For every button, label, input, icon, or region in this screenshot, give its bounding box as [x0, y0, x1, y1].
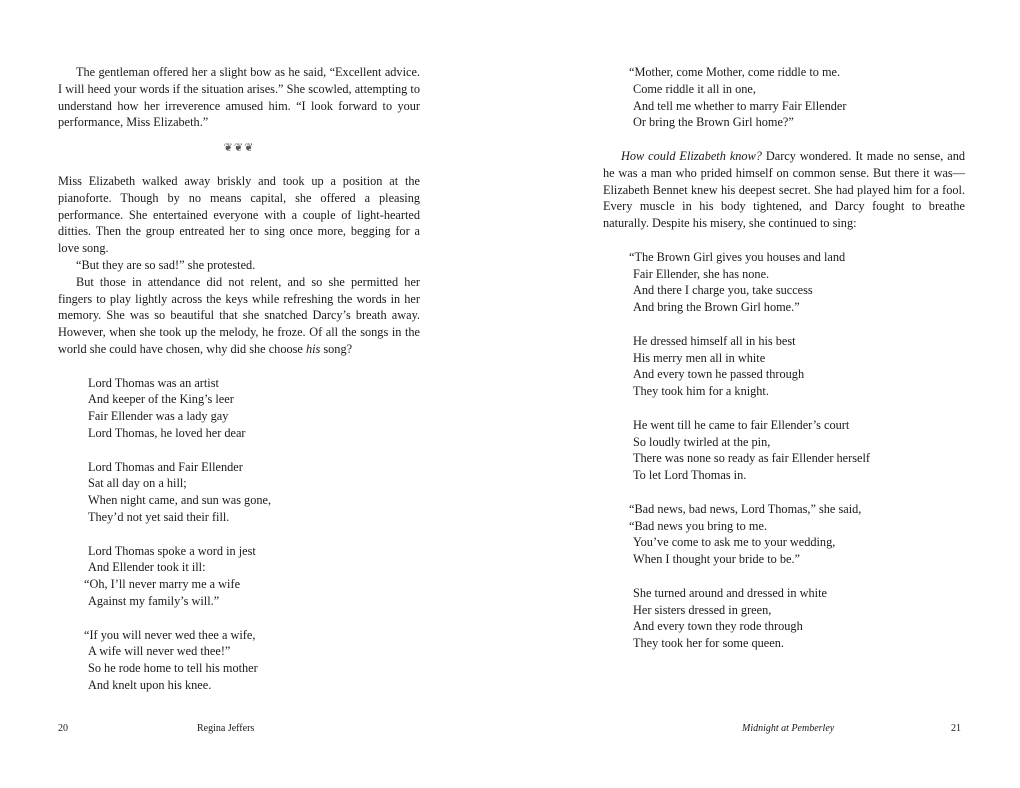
right-page-content: [603, 64, 965, 652]
verse-line: Against my family’s will.”: [88, 593, 220, 608]
paragraph: Miss Elizabeth walked away briskly and took up a position at the pianoforte. Though by no means capital, she offered a pleasing performance. She entertained everyone with a couple of light-hearted ditties. Then the group entreated her to sing once more, begging for a love song.: [58, 173, 420, 256]
song-verse: [84, 375, 420, 694]
verse-line: “The Brown Girl gives you houses and land: [629, 249, 846, 264]
verse-line: Lord Thomas, he loved her dear: [88, 425, 246, 440]
verse-line: And bring the Brown Girl home.”: [633, 300, 800, 315]
paragraph-text: But those in attendance did not relent, and so she permitted her fingers to play lightly across the keys while refreshing the words in her memory. She was so beautiful that she snatched Darcy’s breath away. However, when she took up the melody, he froze. Of all the songs in the world she could have chosen, why did she choose: [58, 274, 420, 356]
verse-line: A wife will never wed thee!”: [88, 644, 231, 659]
verse-line: He went till he came to fair Ellender’s court: [633, 417, 850, 432]
left-page: [58, 0, 420, 788]
emphasis-text: How could Elizabeth know?: [621, 148, 762, 163]
verse-line: Her sisters dressed in green,: [633, 602, 772, 617]
verse-line: “Oh, I’ll never marry me a wife: [84, 577, 241, 592]
verse-line: And there I charge you, take success: [633, 283, 813, 298]
paragraph-text: Darcy wondered. It made no sense, and he was a man who prided himself on common sense. But there it was—Elizabeth Bennet knew his deepest secret. She had played him for a fool. Every muscle in his body tightened, and Darcy fought to breathe naturally. Despite his misery, she continued to sing:: [603, 148, 965, 231]
page-number: 20: [58, 723, 68, 734]
verse-line: They took him for a knight.: [633, 384, 769, 399]
verse-line: “Bad news you bring to me.: [629, 518, 767, 533]
verse-line: She turned around and dressed in white: [633, 585, 827, 600]
verse-line: Lord Thomas and Fair Ellender: [88, 459, 243, 474]
emphasis-text: his: [305, 341, 321, 356]
page-number: 21: [951, 723, 961, 734]
verse-line: “Mother, come Mother, come riddle to me.: [629, 65, 841, 79]
song-verse: [629, 249, 965, 652]
paragraph: “But they are so sad!” she protested.: [76, 257, 256, 272]
paragraph-text: song?: [320, 341, 353, 356]
section-break-ornament: ❦❦❦: [223, 142, 255, 155]
verse-line: He dressed himself all in his best: [633, 333, 796, 348]
verse-line: There was none so ready as fair Ellender herself: [633, 451, 870, 466]
verse-line: Sat all day on a hill;: [88, 476, 187, 491]
verse-line: And every town they rode through: [633, 619, 803, 634]
verse-line: To let Lord Thomas in.: [633, 468, 747, 483]
verse-line: And keeper of the King’s leer: [88, 392, 234, 407]
verse-line: So loudly twirled at the pin,: [633, 434, 771, 449]
right-page: [603, 0, 965, 788]
paragraph: [603, 148, 965, 232]
song-verse: [629, 64, 965, 131]
running-head-title: Midnight at Pemberley: [742, 723, 835, 734]
verse-line: When night came, and sun was gone,: [88, 493, 272, 508]
verse-line: “Bad news, bad news, Lord Thomas,” she said,: [629, 501, 862, 516]
verse-line: They’d not yet said their fill.: [88, 509, 230, 524]
left-page-content: [58, 64, 420, 694]
verse-line: And every town he passed through: [633, 367, 805, 382]
running-head-author: Regina Jeffers: [197, 723, 255, 734]
verse-line: So he rode home to tell his mother: [88, 661, 258, 676]
verse-line: They took her for some queen.: [633, 636, 784, 651]
verse-line: Come riddle it all in one,: [633, 81, 756, 96]
verse-line: And tell me whether to marry Fair Ellender: [633, 98, 847, 113]
paragraph: [58, 274, 420, 358]
verse-line: His merry men all in white: [633, 350, 766, 365]
paragraph: The gentleman offered her a slight bow as he said, “Excellent advice. I will heed your words if the situation arises.” She scowled, attempting to understand how her irreverence amused him. “I look forward to your performance, Miss Elizabeth.”: [58, 65, 420, 130]
verse-line: Lord Thomas was an artist: [88, 375, 219, 390]
verse-line: And Ellender took it ill:: [88, 560, 206, 575]
verse-line: Or bring the Brown Girl home?”: [633, 115, 794, 130]
verse-line: Lord Thomas spoke a word in jest: [88, 543, 256, 558]
verse-line: Fair Ellender was a lady gay: [88, 409, 229, 424]
verse-line: You’ve come to ask me to your wedding,: [633, 535, 836, 550]
verse-line: And knelt upon his knee.: [88, 677, 212, 692]
verse-line: When I thought your bride to be.”: [633, 552, 800, 567]
verse-line: “If you will never wed thee a wife,: [84, 627, 256, 642]
verse-line: Fair Ellender, she has none.: [633, 266, 770, 281]
